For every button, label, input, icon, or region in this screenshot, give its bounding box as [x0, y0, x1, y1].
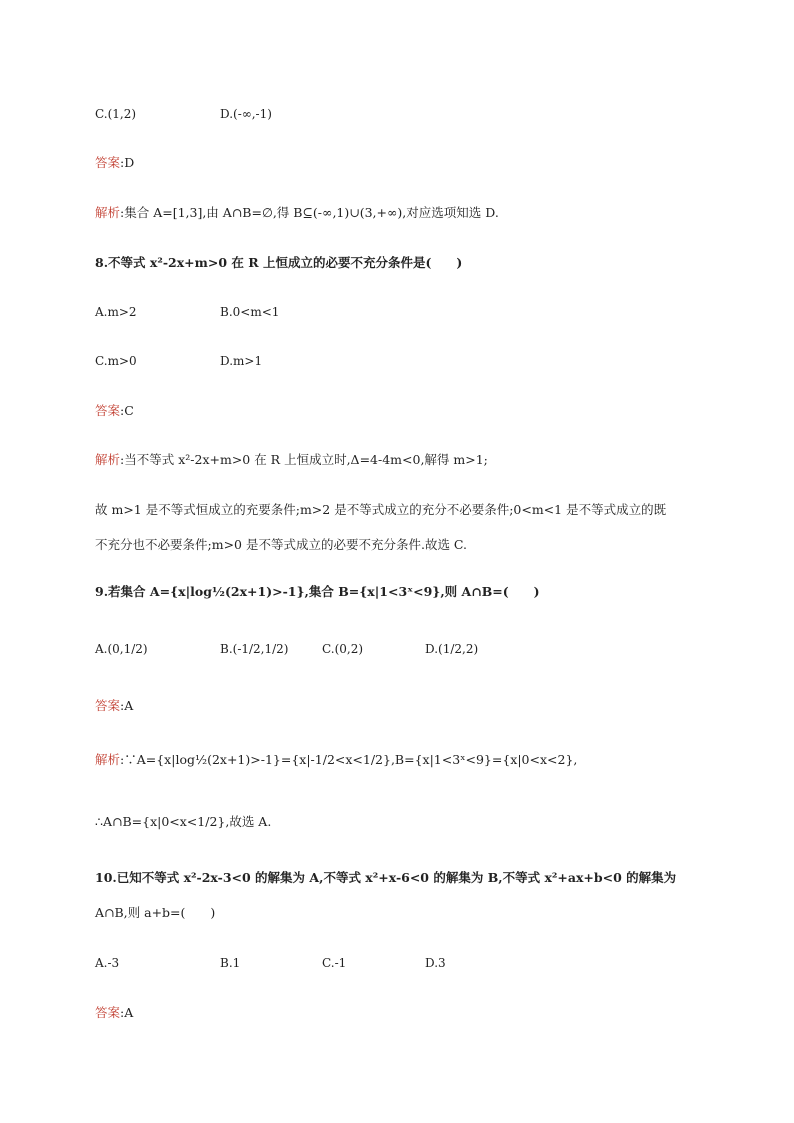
- answer-value: :C: [120, 403, 134, 418]
- q8-stem: 8.不等式 x²-2x+m>0 在 R 上恒成立的必要不充分条件是( ): [95, 255, 463, 270]
- q7-option-d: D.(-∞,-1): [220, 107, 272, 121]
- q10-option-b: B.1: [220, 956, 241, 970]
- q7-option-c: C.(1,2): [95, 107, 137, 121]
- q8-analysis-line-3: 不充分也不必要条件;m>0 是不等式成立的必要不充分条件.故选 C.: [95, 537, 468, 552]
- q8-answer: [95, 403, 134, 419]
- answer-value: :A: [120, 1005, 134, 1020]
- analysis-label: 解析: [95, 205, 121, 220]
- q10-stem-line-1: 10.已知不等式 x²-2x-3<0 的解集为 A,不等式 x²+x-6<0 的解集为 B,不等式 x²+ax+b<0 的解集为: [95, 870, 677, 885]
- q9-option-b: B.(-1/2,1/2): [220, 642, 289, 656]
- q10-option-c: C.-1: [322, 956, 347, 970]
- q10-answer: [95, 1005, 133, 1021]
- q9-option-a: A.(0,1/2): [95, 642, 148, 656]
- q9-analysis-line-2: ∴A∩B={x|0<x<1/2},故选 A.: [95, 814, 272, 829]
- q8-option-b: B.0<m<1: [220, 305, 280, 319]
- answer-label: 答案: [95, 1005, 121, 1020]
- q8-option-c: C.m>0: [95, 354, 137, 368]
- analysis-text: :集合 A=[1,3],由 A∩B=∅,得 B⊆(-∞,1)∪(3,+∞),对应选项知选 D.: [120, 205, 499, 220]
- q7-analysis: [95, 205, 499, 221]
- q9-analysis-line-1: [95, 752, 577, 768]
- analysis-text: :当不等式 x²-2x+m>0 在 R 上恒成立时,Δ=4-4m<0,解得 m>1;: [120, 452, 488, 467]
- q8-analysis-line-2: 故 m>1 是不等式恒成立的充要条件;m>2 是不等式成立的充分不必要条件;0<m<1 是不等式成立的既: [95, 502, 667, 517]
- q9-option-d: D.(1/2,2): [425, 642, 479, 656]
- q7-answer: [95, 155, 134, 171]
- q9-stem: 9.若集合 A={x|log½(2x+1)>-1},集合 B={x|1<3ˣ<9},则 A∩B=( ): [95, 584, 540, 599]
- analysis-label: 解析: [95, 752, 121, 767]
- q10-option-a: A.-3: [95, 956, 120, 970]
- answer-value: :A: [120, 698, 134, 713]
- q10-stem-line-2: A∩B,则 a+b=( ): [95, 905, 216, 920]
- answer-label: 答案: [95, 155, 121, 170]
- answer-label: 答案: [95, 698, 121, 713]
- analysis-text: :∵A={x|log½(2x+1)>-1}={x|-1/2<x<1/2},B={x|1<3ˣ<9}={x|0<x<2},: [120, 752, 578, 767]
- q8-analysis-line-1: [95, 452, 488, 468]
- answer-value: :D: [120, 155, 135, 170]
- q9-option-c: C.(0,2): [322, 642, 364, 656]
- q10-option-d: D.3: [425, 956, 446, 970]
- q9-answer: [95, 698, 133, 714]
- q8-option-d: D.m>1: [220, 354, 263, 368]
- analysis-label: 解析: [95, 452, 121, 467]
- answer-label: 答案: [95, 403, 121, 418]
- q8-option-a: A.m>2: [95, 305, 137, 319]
